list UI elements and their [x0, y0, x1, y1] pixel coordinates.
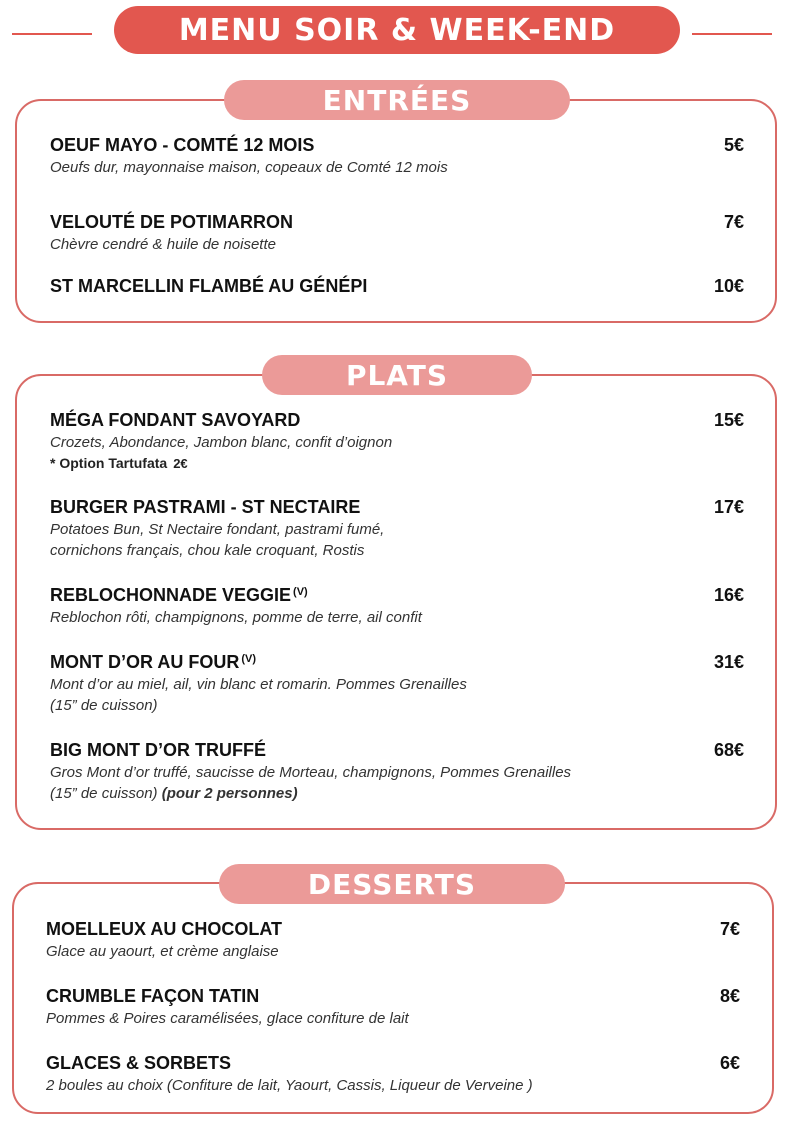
item-description: Oeufs dur, mayonnaise maison, copeaux de Comté 12 mois: [50, 159, 448, 176]
item-description: Reblochon rôti, champignons, pomme de terre, ail confit: [50, 609, 422, 626]
item-description: Pommes & Poires caramélisées, glace confiture de lait: [46, 1010, 409, 1027]
item-name: GLACES & SORBETS: [46, 1053, 232, 1073]
item-name: ST MARCELLIN FLAMBÉ AU GÉNÉPI: [50, 276, 368, 296]
description-line: cornichons français, chou kale croquant, Rostis: [50, 542, 365, 559]
option-price: 2€: [173, 456, 188, 471]
item-name: VELOUTÉ DE POTIMARRON: [50, 212, 294, 232]
item-name: OEUF MAYO - COMTÉ 12 MOIS: [50, 135, 315, 155]
plats-heading: PLATS: [262, 355, 532, 395]
item-price: 68€: [713, 740, 744, 760]
menu-item: [50, 410, 690, 471]
menu-item: [46, 1053, 686, 1096]
item-name: BURGER PASTRAMI - ST NECTAIRE: [50, 497, 361, 517]
item-description: Chèvre cendré & huile de noisette: [50, 236, 276, 253]
menu-item: [50, 585, 690, 628]
menu-item: [46, 919, 686, 962]
menu-title: MENU SOIR & WEEK-END: [114, 6, 680, 54]
item-price: 7€: [719, 919, 740, 939]
item-price: 31€: [713, 652, 744, 672]
menu-item: [50, 652, 690, 716]
item-name: MÉGA FONDANT SAVOYARD: [50, 410, 301, 430]
veggie-tag: (V): [241, 653, 256, 665]
menu-item: [50, 135, 670, 178]
menu-item: [46, 986, 686, 1029]
description-line: (15” de cuisson): [50, 697, 158, 714]
item-price: 6€: [719, 1053, 740, 1073]
description-bold: (pour 2 personnes): [161, 785, 298, 802]
desserts-heading: DESSERTS: [219, 864, 565, 904]
title-divider-right: [692, 33, 772, 35]
item-description: Glace au yaourt, et crème anglaise: [46, 943, 279, 960]
item-name-text: MONT D’OR AU FOUR: [50, 652, 240, 672]
entrees-heading: ENTRÉES: [224, 80, 570, 120]
item-price: 7€: [723, 212, 744, 232]
item-description: 2 boules au choix (Confiture de lait, Yaourt, Cassis, Liqueur de Verveine ): [46, 1077, 533, 1094]
description-line: (15” de cuisson): [50, 785, 158, 802]
item-name: [50, 585, 690, 606]
item-option: [50, 455, 690, 471]
item-name: MOELLEUX AU CHOCOLAT: [46, 919, 282, 939]
option-label: * Option Tartufata: [50, 455, 168, 471]
item-description: Crozets, Abondance, Jambon blanc, confit d’oignon: [50, 434, 393, 451]
menu-item: [50, 497, 690, 561]
item-name: CRUMBLE FAÇON TATIN: [46, 986, 260, 1006]
item-price: 17€: [713, 497, 744, 517]
description-line: Mont d’or au miel, ail, vin blanc et romarin. Pommes Grenailles: [50, 676, 467, 693]
description-line: Gros Mont d’or truffé, saucisse de Morteau, champignons, Pommes Grenailles: [50, 764, 572, 781]
item-name-text: REBLOCHONNADE VEGGIE: [50, 585, 292, 605]
veggie-tag: (V): [293, 586, 308, 598]
item-name: BIG MONT D’OR TRUFFÉ: [50, 740, 266, 760]
item-name: [50, 652, 690, 673]
description-line: Potatoes Bun, St Nectaire fondant, pastrami fumé,: [50, 521, 385, 538]
item-description: [50, 762, 690, 804]
item-description: [50, 674, 690, 716]
item-description: [50, 519, 690, 561]
item-price: 16€: [713, 585, 744, 605]
menu-item: [50, 740, 690, 804]
item-price: 5€: [723, 135, 744, 155]
menu-item: [50, 212, 670, 255]
title-divider-left: [12, 33, 92, 35]
item-price: 10€: [713, 276, 744, 296]
menu-item: [50, 276, 670, 297]
item-price: 15€: [713, 410, 744, 430]
item-price: 8€: [719, 986, 740, 1006]
